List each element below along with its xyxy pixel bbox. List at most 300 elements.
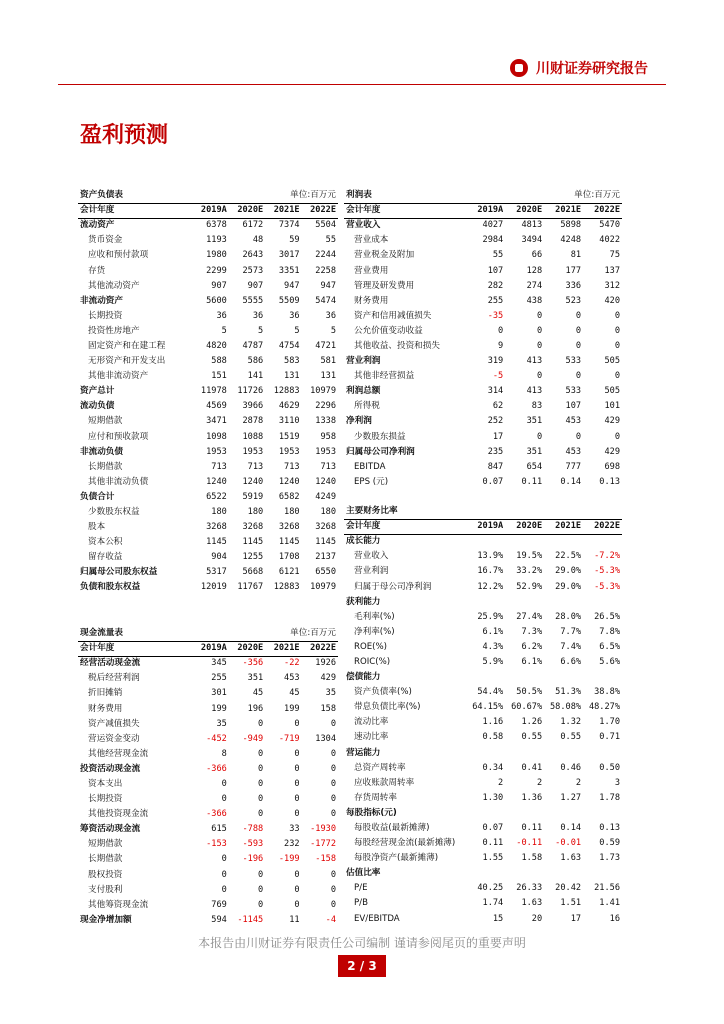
table-row <box>344 730 622 745</box>
row-label: 投资性房地产 <box>88 325 140 336</box>
cell-value: 6.1% <box>482 626 504 637</box>
cell-value: 5.6% <box>599 656 620 667</box>
table-caption-row <box>78 188 338 203</box>
cell-value: 35 <box>216 718 227 729</box>
table-row <box>344 700 622 715</box>
cell-value <box>544 534 583 549</box>
table-header-row <box>344 519 622 534</box>
table-row <box>78 837 338 852</box>
cell-value: 2244 <box>315 250 336 261</box>
row-label: 股权投资 <box>88 869 123 880</box>
cell-value: 1.32 <box>560 717 582 728</box>
cell-value: 0.13 <box>599 823 620 834</box>
cell-value: 0 <box>258 899 264 910</box>
cell-value: 0.50 <box>599 762 620 773</box>
cell-value: 3966 <box>242 401 264 412</box>
cell-value: 11726 <box>237 386 264 397</box>
cell-value: 33.2% <box>516 566 543 577</box>
cell-value: 0 <box>575 340 582 351</box>
table-row <box>78 339 338 354</box>
row-label: ROE(%) <box>354 641 388 652</box>
cell-value: 523 <box>565 295 582 306</box>
cell-value: 6550 <box>315 567 336 578</box>
table-row <box>344 354 622 369</box>
cell-value <box>583 746 622 761</box>
cell-value: 0 <box>258 718 264 729</box>
cell-value: 51.3% <box>555 687 582 698</box>
table-row <box>78 656 338 671</box>
table-caption-row <box>344 504 622 519</box>
cell-value: 13.9% <box>477 551 504 562</box>
cell-value: -5 <box>492 371 504 382</box>
cell-value: 1.58 <box>521 853 543 864</box>
table-row <box>344 836 622 851</box>
cell-value: -7.2% <box>594 551 620 562</box>
row-label: 毛利率(%) <box>354 611 395 622</box>
table-caption: 利润表 <box>346 189 372 200</box>
table-row <box>344 821 622 836</box>
cell-value: 131 <box>320 371 336 382</box>
cell-value: 0 <box>330 869 336 880</box>
cell-value: 654 <box>526 461 543 472</box>
cell-value: 0 <box>330 763 336 774</box>
table-row <box>78 490 338 505</box>
cell-value: 1145 <box>278 537 300 548</box>
cell-value: 0 <box>221 854 227 865</box>
cell-value: 36 <box>252 310 264 321</box>
cell-value: -35 <box>487 310 504 321</box>
table-row <box>344 791 622 806</box>
row-label: 所得税 <box>354 401 380 412</box>
cell-value: 4721 <box>315 340 336 351</box>
row-label: 资本支出 <box>88 778 123 789</box>
cell-value: 0 <box>258 809 264 820</box>
table-caption: 主要财务比率 <box>346 505 398 516</box>
cell-value: 0 <box>221 869 227 880</box>
column-header-year: 2021E <box>544 519 583 534</box>
table-row <box>78 822 338 837</box>
cell-value: 0 <box>294 763 300 774</box>
table-row <box>78 294 338 309</box>
cell-value: 3471 <box>206 416 227 427</box>
table-row <box>78 430 338 445</box>
cell-value: 713 <box>320 461 336 472</box>
cell-value: 11767 <box>237 582 264 593</box>
row-label: 其他经营现金流 <box>88 748 149 759</box>
table-caption-row <box>78 626 338 641</box>
cell-value <box>544 746 583 761</box>
cell-value: -196 <box>242 854 264 865</box>
table-row <box>344 640 622 655</box>
cell-value: 180 <box>320 507 336 518</box>
table-row <box>78 550 338 565</box>
cell-value: 1953 <box>315 446 336 457</box>
page-number: 2 / 3 <box>338 955 386 977</box>
cell-value: 5668 <box>242 567 264 578</box>
cell-value: 11 <box>289 914 300 925</box>
cell-value: 0 <box>575 325 582 336</box>
table-row <box>78 414 338 429</box>
row-label: 营业费用 <box>354 265 389 276</box>
cell-value: 7.8% <box>599 626 620 637</box>
table-header-row <box>78 203 338 218</box>
row-label: 非流动资产 <box>80 295 123 306</box>
table-row <box>78 369 338 384</box>
cell-value: 6582 <box>278 491 300 502</box>
cell-value: 713 <box>284 461 300 472</box>
cell-value: 2137 <box>315 552 336 563</box>
cell-value: 4754 <box>278 340 300 351</box>
row-label: EPS (元) <box>354 476 389 487</box>
cell-value: 0 <box>294 899 300 910</box>
cell-value: 26.33 <box>516 883 543 894</box>
cell-value: 0.59 <box>599 838 620 849</box>
cell-value <box>505 595 544 610</box>
table-row <box>78 263 338 278</box>
row-label: 长期借款 <box>88 854 123 865</box>
cell-value: -719 <box>278 733 300 744</box>
cell-value: 5600 <box>206 295 227 306</box>
cell-value: 11978 <box>200 386 227 397</box>
cell-value: 1.27 <box>560 792 582 803</box>
table-row <box>344 715 622 730</box>
cell-value: 16.7% <box>477 566 504 577</box>
cell-value: 947 <box>284 280 300 291</box>
cell-value: 533 <box>565 386 582 397</box>
cell-value: 2299 <box>206 265 227 276</box>
cell-value: 904 <box>211 552 227 563</box>
cell-value: 54.4% <box>477 687 504 698</box>
cell-value: 2 <box>536 777 543 788</box>
cell-value: 12019 <box>200 582 227 593</box>
table-row <box>78 505 338 520</box>
cell-value: 50.5% <box>516 687 543 698</box>
row-label: 资本公积 <box>88 537 123 548</box>
cell-value: 21.56 <box>594 883 620 894</box>
cell-value: 586 <box>247 356 264 367</box>
cell-value: -366 <box>206 763 227 774</box>
row-label: 货币资金 <box>88 235 123 246</box>
cell-value: 40.25 <box>477 883 504 894</box>
row-label: 长期借款 <box>88 461 123 472</box>
row-label: 其他非经营损益 <box>354 371 415 382</box>
table-row <box>344 294 622 309</box>
cell-value: 1193 <box>206 235 227 246</box>
cell-value <box>505 866 544 881</box>
cell-value: 0 <box>258 763 264 774</box>
table-row <box>78 747 338 762</box>
cell-value: 12883 <box>273 386 300 397</box>
cell-value: 351 <box>526 446 543 457</box>
cell-value: 27.4% <box>516 611 543 622</box>
cell-value: 533 <box>565 356 582 367</box>
cell-value: 4022 <box>599 235 620 246</box>
cell-value: 0.41 <box>521 762 543 773</box>
row-label: 流动资产 <box>80 220 115 231</box>
cell-value: 0 <box>614 340 620 351</box>
cell-value: 0 <box>294 778 300 789</box>
cell-value: 4.3% <box>482 641 504 652</box>
table-row <box>344 851 622 866</box>
cell-value: 0 <box>221 778 227 789</box>
cell-value: 907 <box>247 280 264 291</box>
table-row <box>78 520 338 535</box>
cell-value: 55 <box>492 250 504 261</box>
table-caption: 资产负债表 <box>80 189 123 200</box>
cell-value: 26.5% <box>594 611 620 622</box>
column-header: 会计年度 <box>344 519 466 534</box>
cell-value: 1304 <box>315 733 336 744</box>
cell-value: 17 <box>570 913 582 924</box>
row-label: 其他收益、投资和损失 <box>354 340 440 351</box>
cell-value: 1240 <box>206 476 227 487</box>
cell-value: 15 <box>492 913 504 924</box>
table-row <box>344 655 622 670</box>
row-label: 筹资活动现金流 <box>80 824 141 835</box>
row-label: 每股经营现金流(最新摊薄) <box>354 838 456 849</box>
cell-value: 1.41 <box>599 898 620 909</box>
cell-value <box>505 746 544 761</box>
row-label: EBITDA <box>354 461 386 472</box>
cell-value: 6.1% <box>521 656 543 667</box>
cell-value: 2573 <box>242 265 264 276</box>
cell-value: 8 <box>221 748 227 759</box>
cell-value: 420 <box>604 295 620 306</box>
cell-value: 1.36 <box>521 792 543 803</box>
cell-value: 777 <box>565 461 582 472</box>
cell-value: 0 <box>575 310 582 321</box>
cell-value: 345 <box>211 658 227 669</box>
row-label: 营业利润 <box>346 356 381 367</box>
cell-value: 107 <box>565 401 582 412</box>
row-label: P/B <box>354 898 368 909</box>
cell-value: 1.78 <box>599 792 620 803</box>
cell-value: 0 <box>258 869 264 880</box>
row-label: 归属母公司净利润 <box>346 446 415 457</box>
cell-value: 0 <box>330 884 336 895</box>
row-label: 少数股东损益 <box>354 431 406 442</box>
cell-value: 907 <box>211 280 227 291</box>
cell-value: 1.63 <box>560 853 582 864</box>
column-header-year: 2021E <box>265 641 301 656</box>
cell-value: 1255 <box>242 552 264 563</box>
cell-value: 3110 <box>278 416 300 427</box>
cell-value: 1145 <box>242 537 264 548</box>
cell-value <box>505 534 544 549</box>
row-label: 其他非流动资产 <box>88 371 149 382</box>
table-row <box>78 445 338 460</box>
column-header-year: 2022E <box>583 203 622 218</box>
cell-value: 0 <box>498 325 504 336</box>
cell-value: 45 <box>289 688 300 699</box>
cell-value: 2296 <box>315 401 336 412</box>
cell-value: 19.5% <box>516 551 543 562</box>
cell-value: 10979 <box>310 582 336 593</box>
cell-value <box>466 746 505 761</box>
cell-value: 0 <box>294 869 300 880</box>
cell-value: -5.3% <box>594 566 620 577</box>
cell-value: 1145 <box>315 537 336 548</box>
table-row <box>78 535 338 550</box>
row-label: 资产负债率(%) <box>354 687 412 698</box>
table-row <box>78 792 338 807</box>
cell-value <box>544 866 583 881</box>
cell-value: 429 <box>604 446 620 457</box>
cell-value: 81 <box>570 250 582 261</box>
cell-value: 255 <box>487 295 504 306</box>
row-label: 资产减值损失 <box>88 718 140 729</box>
row-label: 存货 <box>88 265 106 276</box>
table-row <box>344 263 622 278</box>
cell-value <box>583 806 622 821</box>
cell-value: 847 <box>487 461 504 472</box>
cell-value: 1.74 <box>482 898 504 909</box>
cell-value: 769 <box>211 899 227 910</box>
cell-value: 16 <box>609 913 620 924</box>
table-unit: 单位:百万元 <box>290 189 336 200</box>
cell-value: 0.07 <box>482 823 504 834</box>
cell-value: 0 <box>330 778 336 789</box>
cell-value: 137 <box>604 265 620 276</box>
row-label: 速动比率 <box>354 732 389 743</box>
row-label: 每股收益(最新摊薄) <box>354 823 430 834</box>
table-row <box>344 279 622 294</box>
cell-value: 351 <box>247 673 264 684</box>
cell-value: 66 <box>531 250 543 261</box>
table-row <box>344 309 622 324</box>
row-label: 长期投资 <box>88 794 123 805</box>
row-label: 净利润 <box>346 416 372 427</box>
row-label: 经营活动现金流 <box>80 658 141 669</box>
cell-value: 55 <box>325 235 336 246</box>
cell-value: -22 <box>284 658 300 669</box>
cell-value: 7.4% <box>560 641 582 652</box>
financial-ratios-table <box>344 504 622 927</box>
cell-value: 141 <box>247 371 264 382</box>
cell-value: 5555 <box>242 295 264 306</box>
row-label: 流动负债 <box>80 401 115 412</box>
table-row <box>78 732 338 747</box>
row-label: 营业收入 <box>354 551 389 562</box>
cell-value <box>544 806 583 821</box>
cell-value: 583 <box>284 356 300 367</box>
cell-value: 3 <box>614 777 620 788</box>
cell-value: 505 <box>604 386 620 397</box>
cell-value: 52.9% <box>516 581 543 592</box>
table-header-row <box>78 641 338 656</box>
cell-value: 1338 <box>315 416 336 427</box>
column-header-year: 2021E <box>265 203 301 218</box>
cell-value: 312 <box>604 280 620 291</box>
row-label: 净利率(%) <box>354 626 395 637</box>
report-header <box>510 56 660 80</box>
cell-value: 12883 <box>273 582 300 593</box>
cell-value: 3268 <box>242 522 264 533</box>
row-label: 固定资产和在建工程 <box>88 340 166 351</box>
row-label: P/E <box>354 883 368 894</box>
cell-value: -5.3% <box>594 581 620 592</box>
cell-value <box>466 866 505 881</box>
column-header-year: 2019A <box>466 519 505 534</box>
table-row <box>344 445 622 460</box>
cell-value: 2878 <box>242 416 264 427</box>
page-title: 盈利预测 <box>80 123 169 148</box>
cell-value: 36 <box>289 310 300 321</box>
cell-value: 255 <box>211 673 227 684</box>
cell-value: 22.5% <box>555 551 582 562</box>
cell-value <box>466 595 505 610</box>
income-statement-table <box>344 188 622 490</box>
row-label: 股本 <box>88 522 106 533</box>
cell-value: -949 <box>242 733 264 744</box>
row-label: 税后经营利润 <box>88 673 140 684</box>
table-row <box>344 369 622 384</box>
cell-value: 131 <box>284 371 300 382</box>
row-label: 负债和股东权益 <box>80 582 141 593</box>
cell-value: 5504 <box>315 220 336 231</box>
table-row <box>344 912 622 927</box>
cell-value: 594 <box>211 914 227 925</box>
cell-value: 3268 <box>278 522 300 533</box>
cell-value: 10979 <box>310 386 336 397</box>
row-label: 应收账款周转率 <box>354 777 415 788</box>
cell-value: 48.27% <box>588 702 620 713</box>
cell-value: 6522 <box>206 491 227 502</box>
table-header-row <box>344 203 622 218</box>
column-header-year: 2020E <box>229 203 265 218</box>
cell-value: 235 <box>487 446 504 457</box>
cell-value: 0 <box>294 748 300 759</box>
cell-value: 2 <box>575 777 582 788</box>
cell-value: 45 <box>252 688 264 699</box>
cell-value: 12.2% <box>477 581 504 592</box>
table-row <box>78 218 338 233</box>
disclaimer-footer: 本报告由川财证券有限责任公司编制 谨请参阅尾页的重要声明 <box>198 936 526 950</box>
cell-value: 5 <box>294 325 300 336</box>
column-header-year: 2022E <box>302 641 338 656</box>
column-header-year: 2019A <box>192 203 228 218</box>
column-header-year: 2021E <box>544 203 583 218</box>
row-label: 归属于母公司净利润 <box>354 581 432 592</box>
row-label: 营业税金及附加 <box>354 250 415 261</box>
cell-value: 2984 <box>482 235 504 246</box>
cell-value: 0 <box>258 884 264 895</box>
cell-value: 5.9% <box>482 656 504 667</box>
table-row <box>78 807 338 822</box>
cell-value: 3351 <box>278 265 300 276</box>
row-label: 每股指标(元) <box>346 807 397 818</box>
row-label: 营业利润 <box>354 566 389 577</box>
balance-sheet-table <box>78 188 338 596</box>
row-label: 偿债能力 <box>346 672 381 683</box>
cell-value: 20 <box>531 913 543 924</box>
table-row <box>344 399 622 414</box>
cell-value <box>583 595 622 610</box>
cell-value: 6378 <box>206 220 227 231</box>
row-label: 带息负债比率(%) <box>354 702 421 713</box>
column-header-year: 2020E <box>505 519 544 534</box>
table-row <box>78 701 338 716</box>
table-row <box>344 564 622 579</box>
cell-value: 9 <box>498 340 504 351</box>
cell-value: 0 <box>258 748 264 759</box>
cell-value: 274 <box>526 280 543 291</box>
cell-value: 0 <box>330 748 336 759</box>
row-label: 其他投资现金流 <box>88 809 149 820</box>
cell-value <box>505 670 544 685</box>
cell-value: -0.01 <box>555 838 582 849</box>
cell-value: 7.3% <box>521 626 543 637</box>
